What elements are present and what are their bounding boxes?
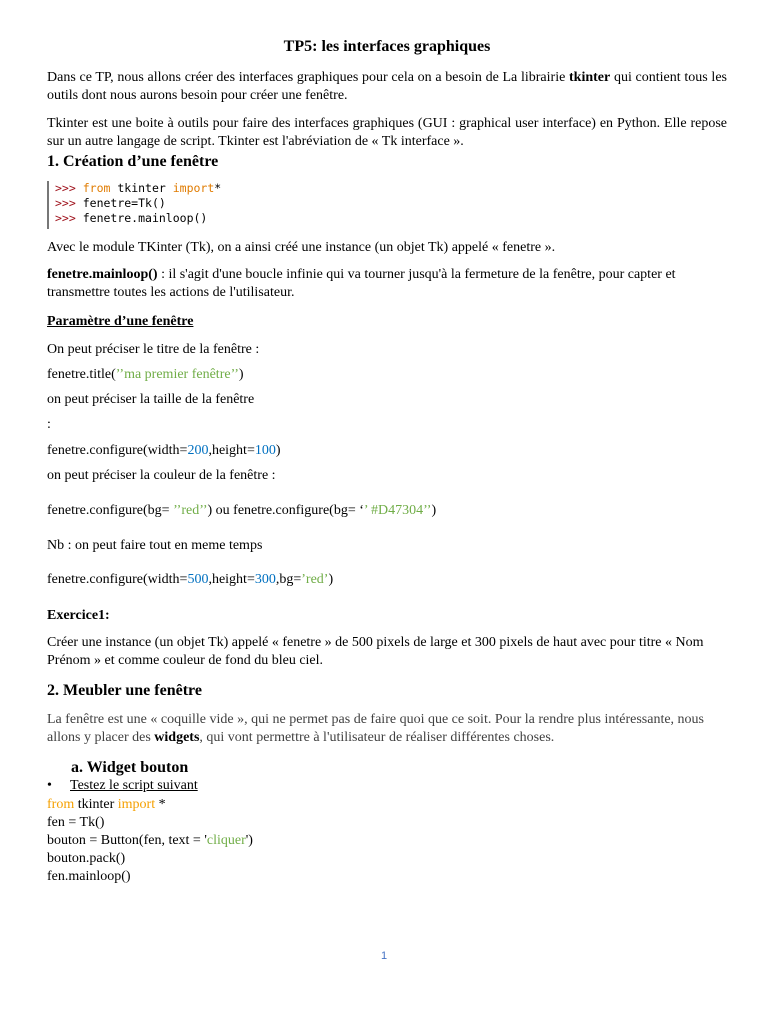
mainloop-paragraph: fenetre.mainloop() : il s'agit d'une boucle infinie qui va tourner jusqu'à la fermeture de la fenêtre, pour capter et transmettre toutes les actions de l'utilisateur. — [47, 267, 676, 300]
script-line-1: from tkinter import * — [47, 797, 166, 812]
colon-line: : — [47, 417, 51, 432]
code-line-2: >>> fenetre=Tk() — [55, 196, 166, 210]
section-1-heading: 1. Création d’une fenêtre — [47, 153, 219, 170]
page-number: 1 — [380, 950, 388, 962]
taille-label: on peut préciser la taille de la fenêtre — [47, 392, 255, 407]
bullet-icon: • — [47, 778, 52, 793]
intro-paragraph-2: Tkinter est une boite à outils pour faire des interfaces graphiques (GUI : graphical user interface) en Python. Elle repose sur un autre langage de script. Tkinter est l'abréviation de « Tk interface ». — [47, 116, 727, 149]
code-line-1: >>> from tkinter import* — [55, 181, 222, 195]
script-line-4: bouton.pack() — [47, 851, 126, 866]
section-2-paragraph: La fenêtre est une « coquille vide », qui ne permet pas de faire quoi que ce soit. Pour la rendre plus intéressante, nous allons y placer des widgets, qui vont permettre à l'utilisateur de réaliser différentes choses. — [47, 712, 705, 745]
script-line-2: fen = Tk() — [47, 815, 105, 830]
section-2-heading: 2. Meubler une fenêtre — [47, 682, 202, 699]
bg-code: fenetre.configure(bg= ’’red’’) ou fenetre.configure(bg= ‘’ #D47304’’) — [47, 503, 437, 518]
exercise-heading: Exercice1: — [47, 608, 110, 623]
couleur-label: on peut préciser la couleur de la fenêtre : — [47, 468, 276, 483]
intro-paragraph-1 — [47, 69, 727, 105]
title-code: fenetre.title(’’ma premier fenêtre’’) — [47, 367, 244, 382]
intro-text-end: qui contient tous les outils dont nous aurons besoin pour créer une fenêtre. — [47, 70, 727, 103]
page-title: TP5: les interfaces graphiques — [283, 38, 491, 55]
param-heading: Paramètre d’une fenêtre — [47, 314, 194, 329]
nb-note: Nb : on peut faire tout en meme temps — [47, 538, 263, 553]
all-config-code: fenetre.configure(width=500,height=300,bg=’red’) — [47, 572, 334, 587]
code-line-3: >>> fenetre.mainloop() — [55, 211, 208, 225]
widget-bouton-heading: a. Widget bouton — [71, 759, 189, 776]
instance-paragraph: Avec le module TKinter (Tk), on a ainsi créé une instance (un objet Tk) appelé « fenetre ». — [47, 240, 556, 255]
exercise-text: Créer une instance (un objet Tk) appelé « fenetre » de 500 pixels de large et 300 pixels de haut avec pour titre « Nom Prénom » et comme couleur de fond du bleu ciel. — [47, 635, 704, 668]
bullet-item: • Testez le script suivant — [47, 778, 198, 793]
script-line-3: bouton = Button(fen, text = 'cliquer') — [47, 833, 253, 848]
code-snippet-image — [47, 181, 255, 229]
script-line-5: fen.mainloop() — [47, 869, 131, 884]
document-page — [47, 0, 727, 1024]
mainloop-bold: fenetre.mainloop() — [47, 267, 158, 282]
size-code: fenetre.configure(width=200,height=100) — [47, 443, 281, 458]
tkinter-bold: tkinter — [569, 70, 611, 85]
intro-text: Dans ce TP, nous allons créer des interfaces graphiques pour cela on a besoin de La librairie — [47, 70, 570, 85]
titre-label: On peut préciser le titre de la fenêtre : — [47, 342, 260, 357]
